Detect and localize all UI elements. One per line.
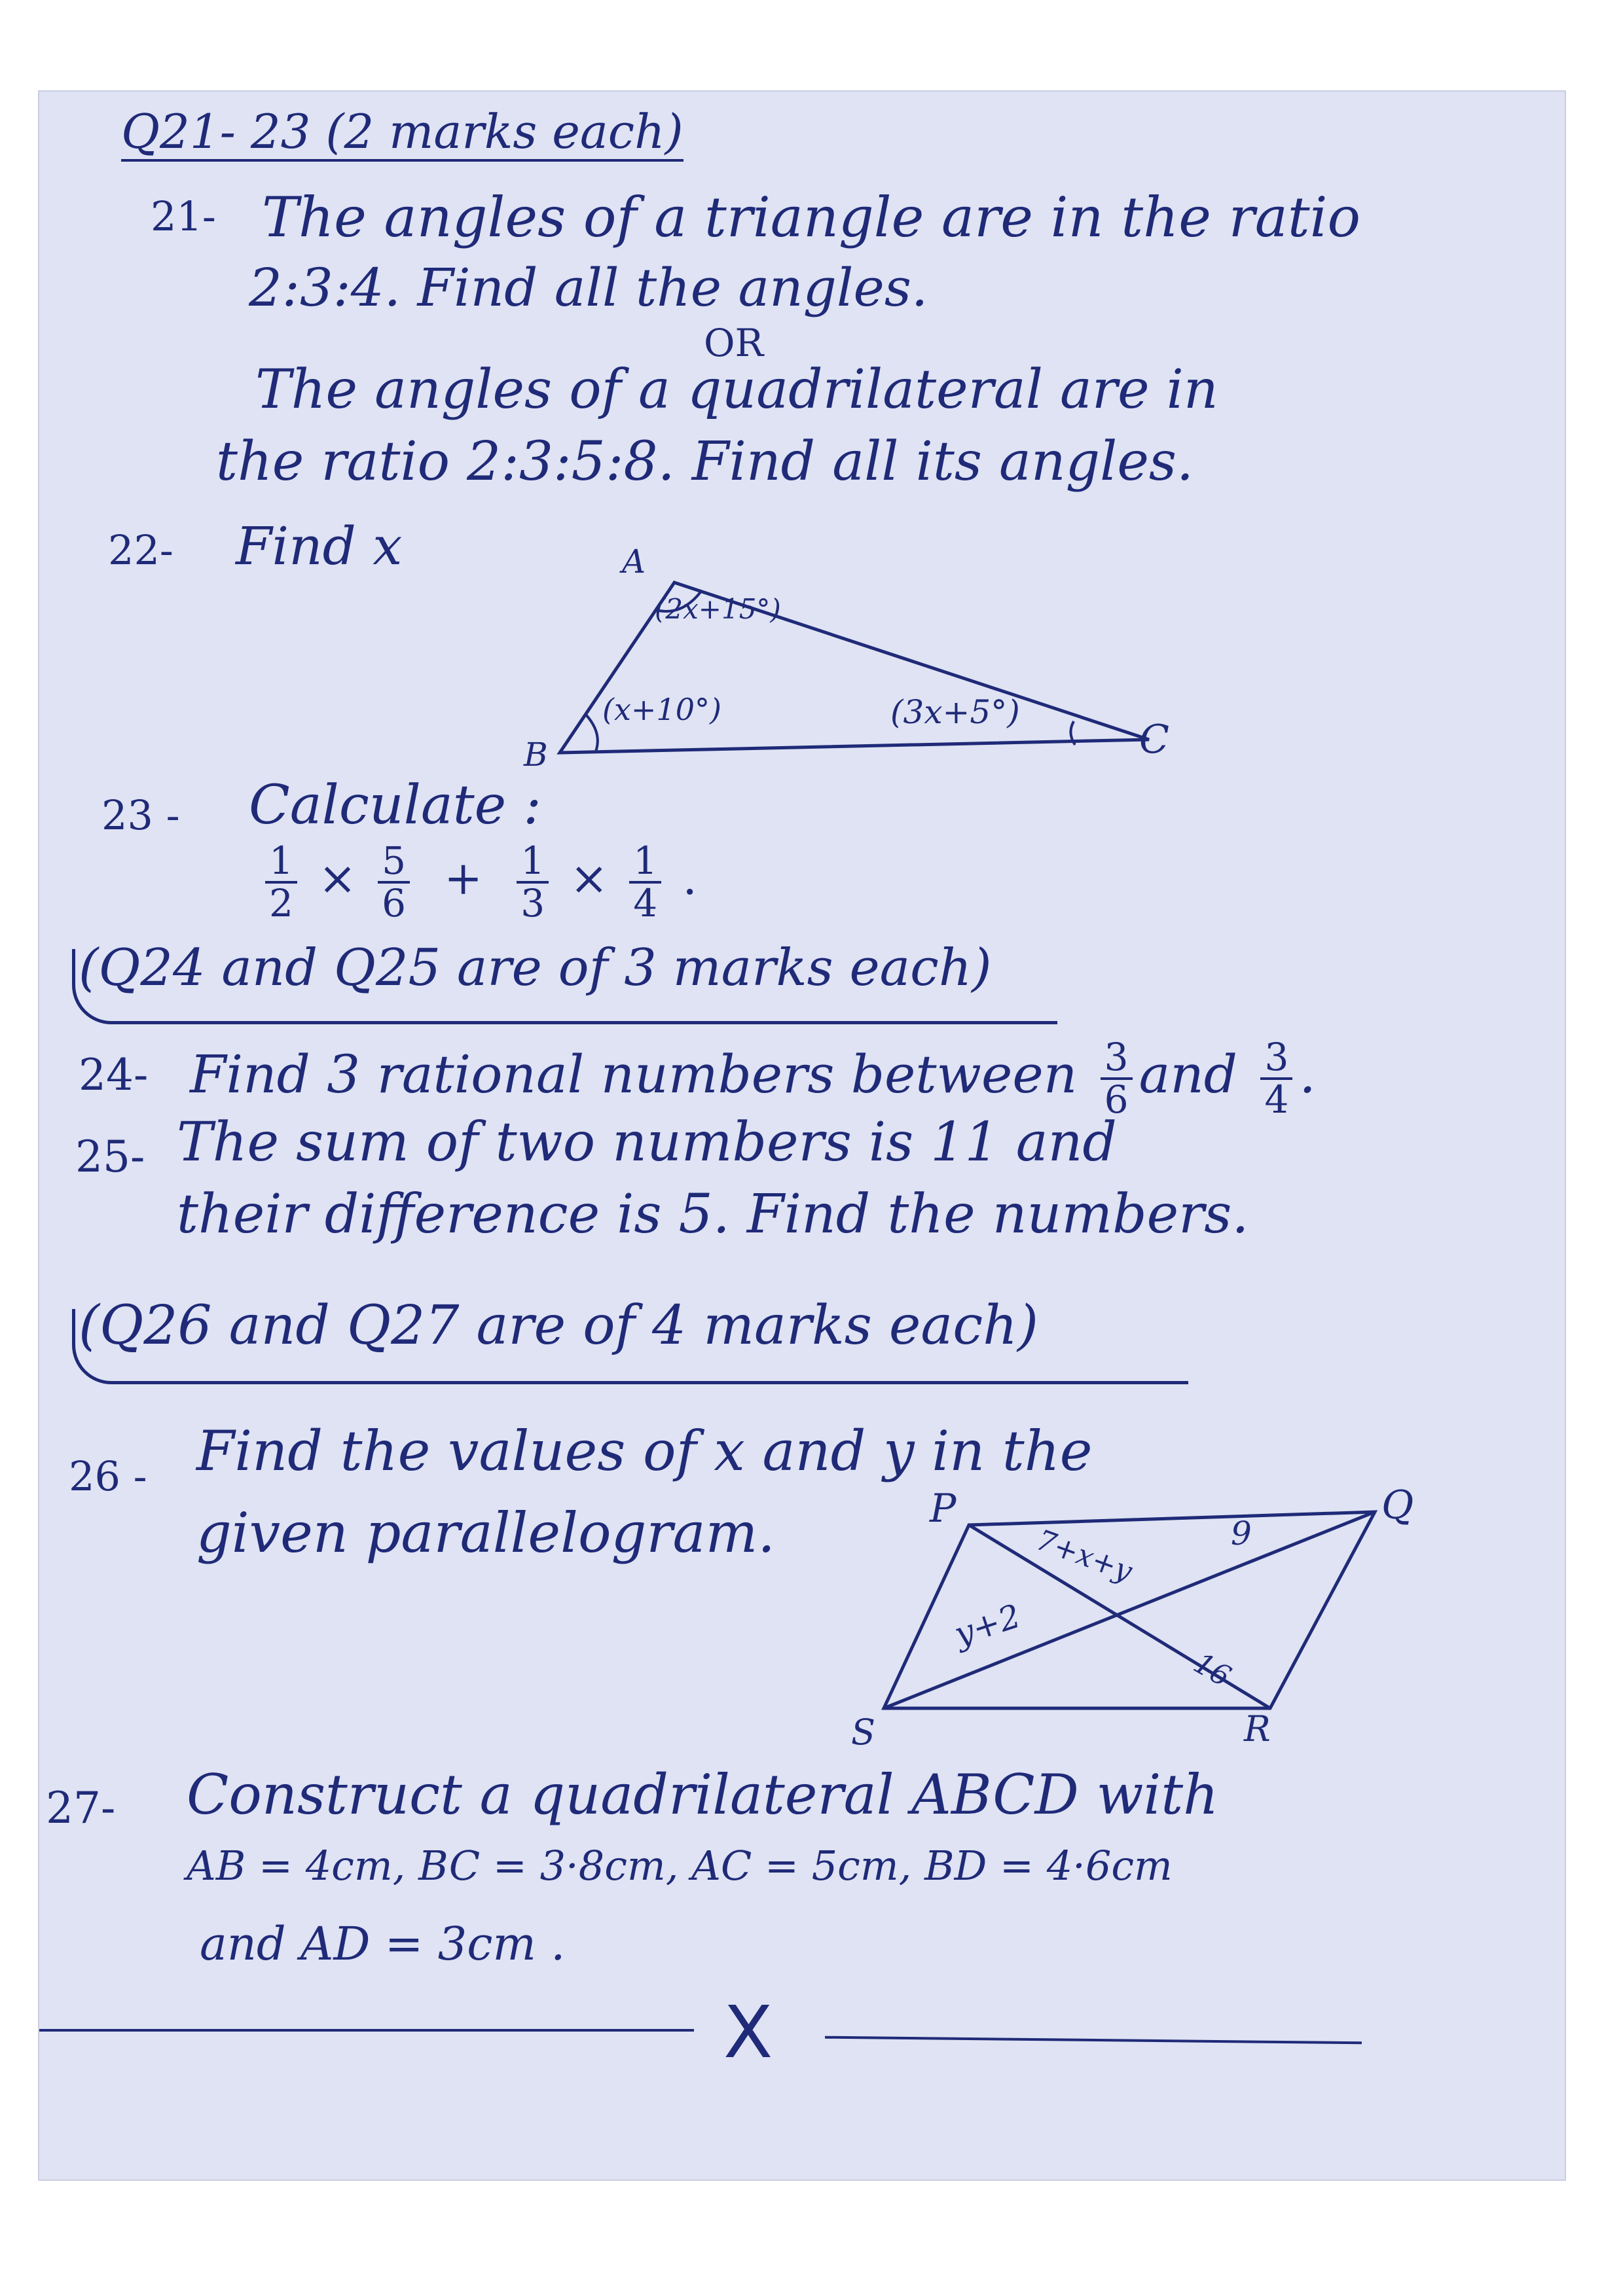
fraction-2: $\frac{5}{6}$ bbox=[378, 841, 410, 924]
vertex-label-p: P bbox=[930, 1486, 957, 1532]
fraction-4: $\frac{1}{4}$ bbox=[629, 841, 661, 924]
q27-line3: and AD = 3cm . bbox=[200, 1917, 566, 1971]
times-sign-2: × bbox=[570, 851, 609, 905]
angle-label-b: (x+10°) bbox=[602, 692, 721, 727]
angle-label-a: (2x+15°) bbox=[655, 593, 781, 625]
angle-label-c: (3x+5°) bbox=[890, 693, 1020, 731]
q24-line bbox=[190, 1037, 1316, 1120]
vertex-label-a: A bbox=[622, 543, 646, 581]
q25-number: 25- bbox=[75, 1132, 145, 1182]
end-line-left bbox=[39, 2029, 694, 2032]
vertex-label-b: B bbox=[524, 736, 548, 772]
q22-number: 22- bbox=[108, 526, 173, 574]
section-header-1: Q21- 23 (2 marks each) bbox=[121, 108, 684, 162]
q24-text: Find 3 rational numbers between bbox=[190, 1043, 1078, 1105]
q24-and: and bbox=[1139, 1043, 1238, 1105]
segment-label-y2: y+2 bbox=[949, 1596, 1025, 1654]
triangle-shape bbox=[560, 583, 1149, 753]
q27-line2: AB = 4cm, BC = 3·8cm, AC = 5cm, BD = 4·6cm bbox=[187, 1842, 1173, 1890]
section-header-3: (Q26 and Q27 are of 4 marks each) bbox=[79, 1295, 1039, 1357]
q23-number: 23 - bbox=[101, 791, 180, 839]
segment-label-xy: 7+x+y bbox=[1032, 1523, 1137, 1589]
segment-label-sixteen: 16 bbox=[1188, 1646, 1237, 1694]
q21-number: 21- bbox=[151, 192, 216, 240]
q26-line2: given parallelogram. bbox=[196, 1501, 775, 1565]
q21-line3: The angles of a quadrilateral are in bbox=[255, 359, 1218, 421]
q21-line2: 2:3:4. Find all the angles. bbox=[249, 257, 928, 318]
q25-line2: their difference is 5. Find the numbers. bbox=[177, 1183, 1249, 1246]
parallelogram-diagram bbox=[838, 1486, 1427, 1748]
diagonal-qs bbox=[884, 1512, 1375, 1708]
q24-number: 24- bbox=[79, 1050, 149, 1100]
q23-expression bbox=[259, 838, 697, 925]
q21-or: OR bbox=[704, 321, 764, 365]
q24-end: . bbox=[1299, 1043, 1316, 1105]
q26-line1: Find the values of x and y in the bbox=[196, 1419, 1093, 1483]
fraction-1: $\frac{1}{2}$ bbox=[265, 841, 297, 924]
q21-line4: the ratio 2:3:5:8. Find all its angles. bbox=[216, 431, 1194, 493]
q21-line1: The angles of a triangle are in the ratio bbox=[262, 185, 1361, 249]
expression-end: . bbox=[682, 851, 697, 905]
q23-text: Calculate : bbox=[249, 774, 541, 836]
vertex-label-c: C bbox=[1139, 717, 1169, 762]
vertex-label-q: Q bbox=[1381, 1486, 1414, 1528]
vertex-label-s: S bbox=[851, 1712, 875, 1748]
vertex-label-r: R bbox=[1244, 1708, 1271, 1748]
q27-line1: Construct a quadrilateral ABCD with bbox=[187, 1763, 1219, 1827]
end-mark: X bbox=[723, 1990, 773, 2074]
angle-arc-b bbox=[586, 715, 598, 751]
plus-sign: + bbox=[444, 851, 483, 905]
q27-number: 27- bbox=[46, 1783, 116, 1833]
segment-label-nine: 9 bbox=[1231, 1515, 1252, 1552]
section-header-2: (Q24 and Q25 are of 3 marks each) bbox=[79, 939, 992, 997]
q22-text: Find x bbox=[236, 516, 403, 577]
fraction-3: $\frac{1}{3}$ bbox=[517, 841, 549, 924]
q25-line1: The sum of two numbers is 11 and bbox=[177, 1111, 1117, 1174]
q26-number: 26 - bbox=[69, 1452, 147, 1500]
triangle-diagram bbox=[511, 537, 1198, 772]
q24-fraction-b: $\frac{3}{4}$ bbox=[1260, 1037, 1292, 1120]
q24-fraction-a: $\frac{3}{6}$ bbox=[1101, 1037, 1133, 1120]
times-sign-1: × bbox=[318, 851, 357, 905]
